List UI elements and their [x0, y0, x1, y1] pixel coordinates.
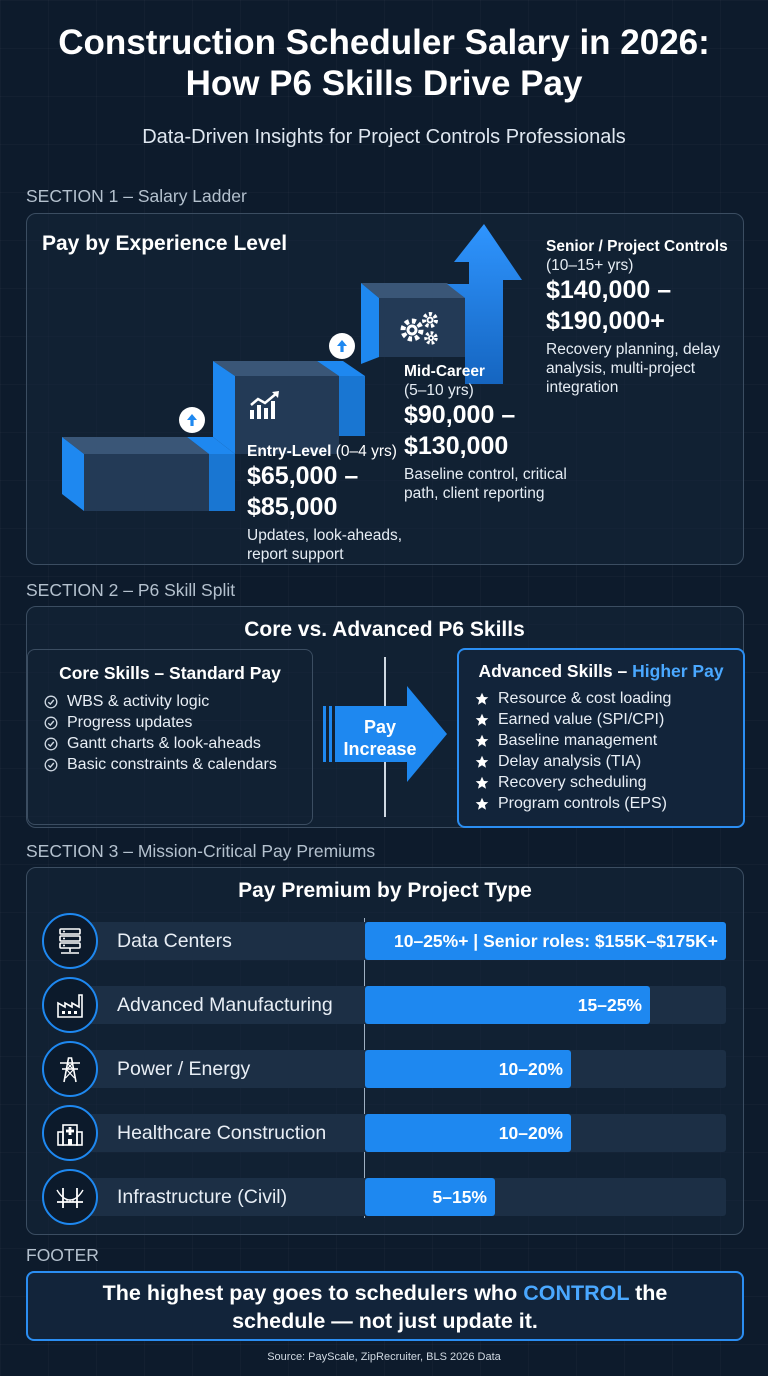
tier-desc-line-1: Baseline control, critical — [404, 466, 567, 483]
tier-salary-line-2: $85,000 — [247, 493, 338, 521]
bar — [365, 922, 726, 960]
core-skills-title: Core Skills – Standard Pay — [59, 663, 281, 683]
bar — [365, 1114, 571, 1152]
bar-row — [42, 913, 728, 969]
bar-value-label: 10–25%+ | Senior roles: $155K–$175K+ — [394, 930, 718, 951]
bar-value-label: 10–20% — [498, 1122, 563, 1143]
bridge-icon — [42, 1169, 98, 1225]
advanced-skills-box — [457, 648, 745, 828]
list-item: Gantt charts & look-aheads — [44, 733, 312, 754]
bar-row — [42, 1169, 728, 1225]
advanced-skills-title: Advanced Skills – Higher Pay — [478, 661, 724, 681]
power-tower-icon — [42, 1041, 98, 1097]
salary-ladder-panel — [26, 213, 744, 565]
bar — [365, 1050, 571, 1088]
tier-salary-line-1: $140,000 – — [546, 276, 672, 304]
server-rack-icon — [42, 913, 98, 969]
trend-chart-icon — [248, 390, 282, 420]
star-icon — [475, 797, 489, 811]
bar-category-label: Infrastructure (Civil) — [117, 1186, 288, 1208]
bar-row — [42, 1041, 728, 1097]
list-item: Delay analysis (TIA) — [475, 751, 743, 772]
check-circle-icon — [44, 758, 58, 772]
tier-name: Mid-Career — [404, 363, 485, 380]
list-item: Resource & cost loading — [475, 688, 743, 709]
bar-category-label: Data Centers — [117, 930, 232, 952]
pay-premium-title: Pay Premium by Project Type — [238, 879, 532, 902]
skill-split-title: Core vs. Advanced P6 Skills — [244, 618, 525, 641]
list-item: Progress updates — [44, 712, 312, 733]
bar — [365, 1178, 495, 1216]
section1-label: SECTION 1 – Salary Ladder — [26, 186, 247, 206]
tier-desc-line-1: Recovery planning, delay — [546, 341, 721, 358]
list-item: Program controls (EPS) — [475, 793, 743, 814]
section3-label: SECTION 3 – Mission-Critical Pay Premiums — [26, 841, 376, 861]
tier-years: (5–10 yrs) — [404, 382, 474, 399]
tier-entry-level — [247, 442, 402, 564]
gears-icon — [397, 310, 441, 346]
footer-callout: The highest pay goes to schedulers who CONTROL the schedule — not just update it. — [26, 1271, 744, 1341]
tier-salary-line-2: $190,000+ — [546, 307, 665, 335]
star-icon — [475, 776, 489, 790]
check-circle-icon — [44, 716, 58, 730]
salary-ladder-title: Pay by Experience Level — [42, 232, 288, 255]
factory-icon — [42, 977, 98, 1033]
bar-category-label: Healthcare Construction — [117, 1122, 327, 1144]
tier-desc-line-3: integration — [546, 379, 619, 396]
list-item: Recovery scheduling — [475, 772, 743, 793]
section2-label: SECTION 2 – P6 Skill Split — [26, 580, 236, 600]
list-item: Basic constraints & calendars — [44, 754, 312, 775]
bar-category-label: Power / Energy — [117, 1058, 251, 1080]
source-note: Source: PayScale, ZipRecruiter, BLS 2026 Data — [267, 1351, 501, 1363]
bar-row — [42, 977, 728, 1033]
star-icon — [475, 692, 489, 706]
step-entry-level — [62, 437, 209, 511]
tier-name: Senior / Project Controls — [546, 238, 728, 255]
tier-desc-line-2: analysis, multi-project — [546, 360, 696, 377]
star-icon — [475, 755, 489, 769]
page-title — [0, 22, 768, 104]
list-item: WBS & activity logic — [44, 691, 312, 712]
up-arrow-icon — [179, 407, 205, 433]
tier-mid-career — [404, 362, 567, 503]
up-arrow-icon — [329, 333, 355, 359]
page-subtitle: Data-Driven Insights for Project Controls Professionals — [142, 126, 626, 148]
tier-senior — [546, 237, 728, 397]
check-circle-icon — [44, 737, 58, 751]
bar-value-label: 15–25% — [577, 994, 642, 1015]
tier-desc-line-1: Updates, look-aheads, — [247, 527, 403, 544]
core-skills-list — [44, 691, 312, 775]
bar — [365, 986, 650, 1024]
list-item: Baseline management — [475, 730, 743, 751]
tier-salary-line-1: $90,000 – — [404, 401, 516, 429]
tier-desc-line-2: path, client reporting — [404, 485, 545, 502]
bar-category-label: Advanced Manufacturing — [117, 994, 333, 1016]
check-circle-icon — [44, 695, 58, 709]
core-skills-box — [27, 649, 313, 825]
pay-increase-label: Pay Increase — [343, 717, 417, 759]
tier-desc-line-2: report support — [247, 546, 344, 563]
title-line-1: Construction Scheduler Salary in 2026: — [58, 23, 710, 62]
tier-years: (0–4 yrs) — [335, 443, 397, 460]
footer-label: FOOTER — [26, 1245, 99, 1265]
title-line-2: How P6 Skills Drive Pay — [185, 64, 583, 103]
tier-salary-line-2: $130,000 — [404, 432, 509, 460]
bar-value-label: 10–20% — [498, 1058, 563, 1079]
hospital-icon — [42, 1105, 98, 1161]
list-item: Earned value (SPI/CPI) — [475, 709, 743, 730]
star-icon — [475, 734, 489, 748]
bar-value-label: 5–15% — [432, 1186, 487, 1207]
tier-years: (10–15+ yrs) — [546, 257, 634, 274]
bar-row — [42, 1105, 728, 1161]
tier-salary-line-1: $65,000 – — [247, 462, 359, 490]
skill-split-panel — [26, 606, 744, 828]
tier-name: Entry-Level — [247, 443, 332, 460]
star-icon — [475, 713, 489, 727]
advanced-skills-list — [475, 688, 743, 814]
